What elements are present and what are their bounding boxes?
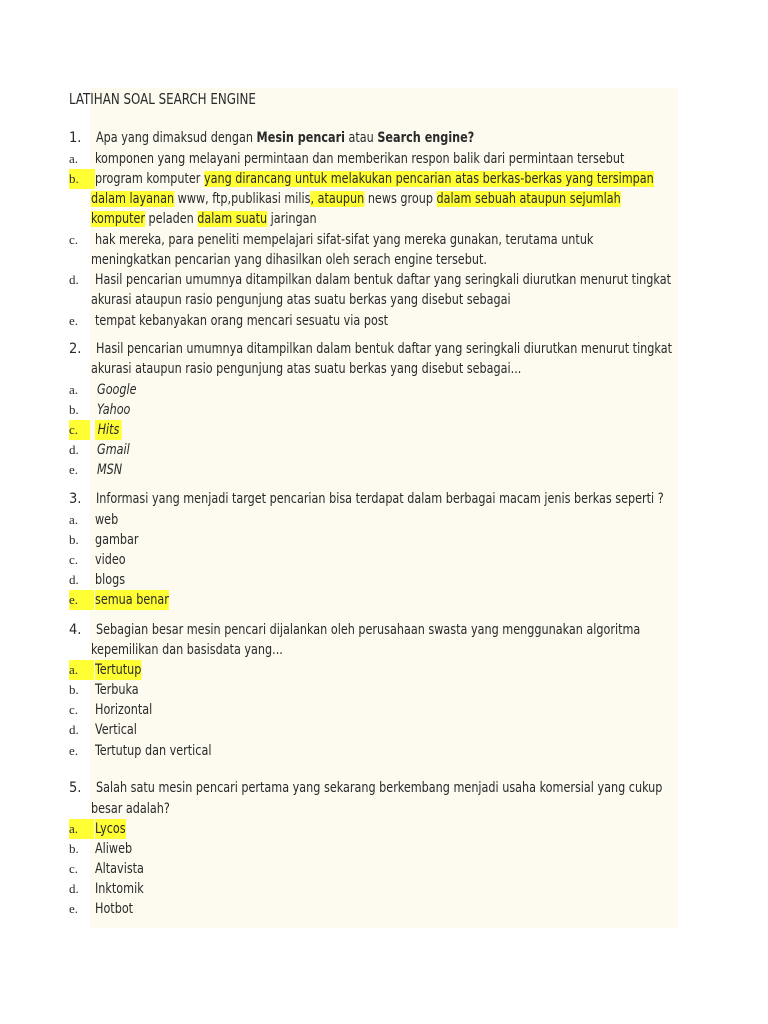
question-number: 1.	[69, 130, 82, 146]
question-5-text-line-2	[69, 799, 689, 819]
option-letter: b.	[69, 841, 79, 856]
option-text: Hits	[95, 420, 122, 440]
question-2-text-line-2	[69, 359, 689, 379]
option-text: hak mereka, para peneliti mempelajari sifat-sifat yang mereka gunakan, terutama untuk	[95, 232, 594, 248]
option-text: akurasi ataupun rasio pengunjung atas suatu berkas yang disebut sebagai	[91, 292, 511, 308]
question-number: 4.	[69, 622, 82, 638]
option-text: Inktomik	[95, 881, 144, 897]
option-b	[69, 839, 689, 859]
option-a	[69, 380, 689, 400]
option-letter: b.	[69, 169, 95, 189]
option-letter: a.	[69, 819, 94, 839]
page-title: LATIHAN SOAL SEARCH ENGINE	[69, 90, 256, 108]
question-number: 5.	[69, 780, 82, 796]
option-c	[69, 550, 689, 570]
option-text: gambar	[95, 532, 139, 548]
option-letter: d.	[69, 442, 79, 457]
option-letter: b.	[69, 682, 79, 697]
option-e	[69, 741, 689, 761]
option-letter: b.	[69, 402, 79, 417]
option-letter: a.	[69, 512, 79, 527]
option-d	[69, 720, 689, 740]
option-letter: e.	[69, 313, 79, 328]
option-letter: c.	[69, 420, 90, 440]
option-b-line-2	[69, 189, 689, 209]
option-d	[69, 440, 689, 460]
option-letter: e.	[69, 590, 94, 610]
question-text: atau	[344, 130, 378, 146]
option-a	[69, 510, 689, 530]
question-text: akurasi ataupun rasio pengunjung atas suatu berkas yang disebut sebagai...	[91, 361, 522, 377]
option-a	[69, 660, 689, 680]
question-3-text-line	[69, 489, 689, 509]
option-text: MSN	[97, 462, 123, 478]
highlighted-text: , ataupun	[310, 191, 365, 207]
question-text: Informasi yang menjadi target pencarian bisa terdapat dalam berbagai macam jenis berkas seperti ?	[96, 491, 664, 507]
option-text: Tertutup dan vertical	[95, 743, 212, 759]
option-letter: d.	[69, 722, 79, 737]
question-text: besar adalah?	[91, 801, 170, 817]
question-1-text-line	[69, 128, 689, 148]
option-e	[69, 460, 689, 480]
option-letter: c.	[69, 702, 79, 717]
option-text: web	[95, 512, 119, 528]
option-letter: b.	[69, 532, 79, 547]
option-text: tempat kebanyakan orang mencari sesuatu via post	[95, 313, 389, 329]
option-b-line-3	[69, 209, 689, 229]
option-b	[69, 680, 689, 700]
option-letter: e.	[69, 743, 79, 758]
option-letter: a.	[69, 382, 79, 397]
option-b	[69, 530, 689, 550]
question-5-text-line	[69, 778, 689, 798]
option-text: Tertutup	[95, 662, 142, 678]
option-letter: c.	[69, 861, 79, 876]
option-text: program komputer	[95, 171, 204, 187]
option-text: Yahoo	[97, 402, 131, 418]
option-text: Hasil pencarian umumnya ditampilkan dalam bentuk daftar yang seringkali diurutkan menurut tingkat	[95, 272, 671, 288]
option-d	[69, 270, 689, 290]
option-letter: a.	[69, 660, 94, 680]
option-text: Lycos	[95, 821, 126, 837]
bold-term: Mesin pencari	[256, 130, 345, 146]
option-text: peladen	[144, 211, 198, 227]
question-text: kepemilikan dan basisdata yang...	[91, 642, 283, 658]
highlighted-text: dalam suatu	[197, 211, 268, 227]
option-c	[69, 420, 689, 440]
question-number: 3.	[69, 491, 82, 507]
highlighted-text: dalam layanan	[91, 191, 175, 207]
option-text: Terbuka	[95, 682, 139, 698]
option-text: www, ftp,publikasi milis	[174, 191, 311, 207]
option-text: komponen yang melayani permintaan dan memberikan respon balik dari permintaan tersebut	[95, 151, 625, 167]
option-b	[69, 169, 689, 189]
highlighted-text: dalam sebuah ataupun sejumlah	[436, 191, 621, 207]
option-b	[69, 400, 689, 420]
option-letter: d.	[69, 881, 79, 896]
option-d	[69, 570, 689, 590]
option-letter: d.	[69, 572, 79, 587]
option-e	[69, 311, 689, 331]
option-letter: a.	[69, 151, 79, 166]
option-letter: d.	[69, 272, 79, 287]
question-text: Hasil pencarian umumnya ditampilkan dalam bentuk daftar yang seringkali diurutkan menurut tingkat	[96, 341, 672, 357]
option-d	[69, 879, 689, 899]
option-c	[69, 230, 689, 250]
option-letter: c.	[69, 232, 79, 247]
option-text: Aliweb	[95, 841, 133, 857]
option-text: jaringan	[267, 211, 317, 227]
option-text: news group	[364, 191, 437, 207]
highlighted-text: yang dirancang untuk melakukan pencarian atas berkas-berkas yang tersimpan	[203, 171, 654, 187]
option-text: Google	[97, 382, 137, 398]
question-number: 2.	[69, 341, 82, 357]
option-a	[69, 149, 689, 169]
option-text: blogs	[95, 572, 126, 588]
option-text: Altavista	[95, 861, 144, 877]
option-c	[69, 859, 689, 879]
option-text: semua benar	[95, 592, 169, 608]
option-d-line-2	[69, 290, 689, 310]
option-letter: e.	[69, 901, 79, 916]
question-text: Salah satu mesin pencari pertama yang sekarang berkembang menjadi usaha komersial yang cukup	[96, 780, 663, 796]
option-text: video	[95, 552, 126, 568]
question-2-text-line	[69, 339, 689, 359]
option-text: Horizontal	[95, 702, 153, 718]
option-text: Hotbot	[95, 901, 134, 917]
option-a	[69, 819, 689, 839]
highlighted-text: komputer	[91, 211, 145, 227]
question-text: Sebagian besar mesin pencari dijalankan oleh perusahaan swasta yang menggunakan algoritma	[96, 622, 641, 638]
option-text: Vertical	[95, 722, 137, 738]
option-letter: c.	[69, 552, 79, 567]
option-c	[69, 700, 689, 720]
option-c-line-2	[69, 250, 689, 270]
question-4-text-line-2	[69, 640, 689, 660]
question-text: Apa yang dimaksud dengan	[96, 130, 257, 146]
bold-term: Search engine?	[377, 130, 475, 146]
option-letter: e.	[69, 462, 79, 477]
option-text: Gmail	[97, 442, 130, 458]
option-e	[69, 590, 689, 610]
question-4-text-line	[69, 620, 689, 640]
option-e	[69, 899, 689, 919]
option-text: meningkatkan pencarian yang dihasilkan oleh serach engine tersebut.	[91, 252, 487, 268]
